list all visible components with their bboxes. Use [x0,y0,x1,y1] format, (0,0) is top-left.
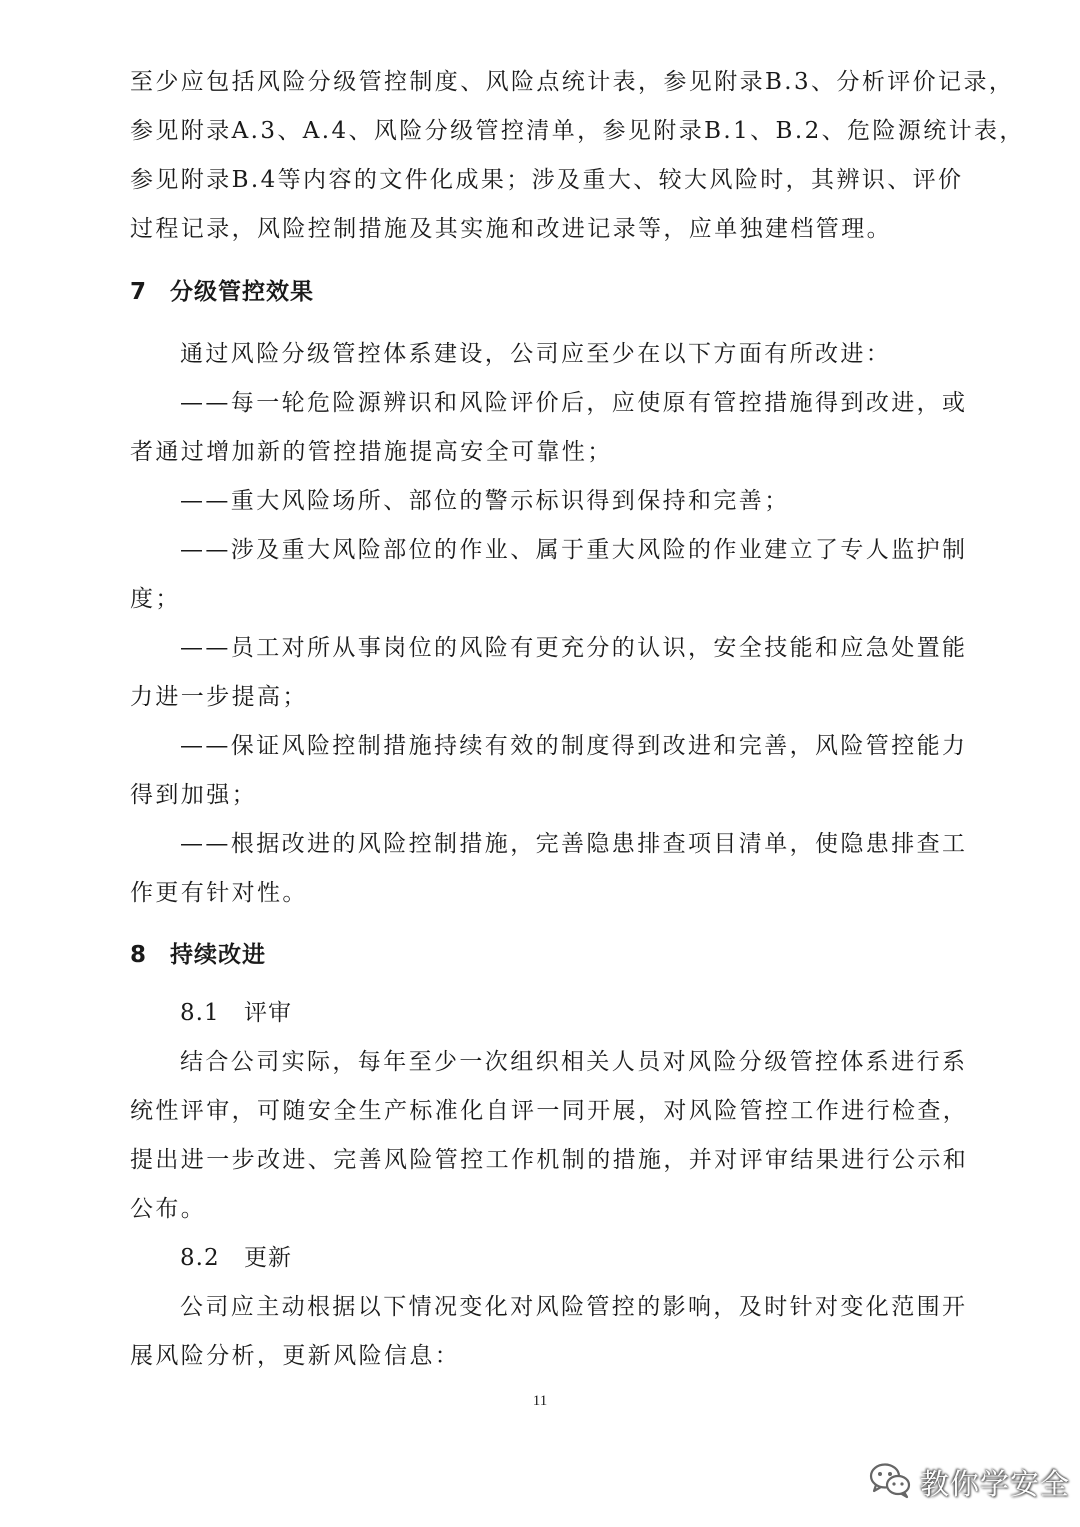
watermark [868,1462,1070,1502]
wechat-icon [868,1460,912,1504]
text-line: 结合公司实际，每年至少一次组织相关人员对风险分级管控体系进行系 [180,1049,968,1075]
section-number: 7 [130,279,148,305]
text-line: 展风险分析，更新风险信息： [130,1343,461,1369]
subsection-heading-8-1 [180,998,975,1028]
list-item: ——员工对所从事岗位的风险有更充分的认识，安全技能和应急处置能 [180,635,968,661]
text-line: 度； [130,586,181,612]
text-line: 作更有针对性。 [130,880,308,906]
list-item: ——保证风险控制措施持续有效的制度得到改进和完善，风险管控能力 [180,733,968,759]
text-line: 参见附录B.4等内容的文件化成果；涉及重大、较大风险时，其辨识、评价 [130,167,964,193]
subsection-heading-8-2 [180,1243,975,1273]
list-item: ——重大风险场所、部位的警示标识得到保持和完善； [180,488,790,514]
text-line: 过程记录，风险控制措施及其实施和改进记录等，应单独建档管理。 [130,216,892,242]
text-line: 者通过增加新的管控措施提高安全可靠性； [130,439,613,465]
text-line: 公司应主动根据以下情况变化对风险管控的影响，及时针对变化范围开 [180,1294,968,1320]
text-line: 公布。 [130,1196,207,1222]
text-line: 统性评审，可随安全生产标准化自评一同开展，对风险管控工作进行检查， [130,1098,969,1124]
section-number: 8 [130,942,148,968]
section-title: 分级管控效果 [170,279,314,305]
watermark-text: 教你学安全 [920,1466,1071,1501]
text-line: 提出进一步改进、完善风险管控工作机制的措施，并对评审结果进行公示和 [130,1147,969,1173]
subsection-number: 8.1 [180,1000,220,1026]
text-line: 得到加强； [130,782,257,808]
section-title: 持续改进 [170,942,266,968]
subsection-title: 更新 [244,1245,292,1271]
list-item: ——每一轮危险源辨识和风险评价后，应使原有管控措施得到改进，或 [180,390,968,416]
section-heading-8 [130,940,975,970]
list-item: ——涉及重大风险部位的作业、属于重大风险的作业建立了专人监护制 [180,537,968,563]
page-number: 11 [532,1393,548,1409]
section-heading-7 [130,277,975,307]
list-item: ——根据改进的风险控制措施，完善隐患排查项目清单，使隐患排查工 [180,831,968,857]
text-line: 至少应包括风险分级管控制度、风险点统计表，参见附录B.3、分析评价记录， [130,69,1015,95]
subsection-title: 评审 [244,1000,292,1026]
text-line: 力进一步提高； [130,684,308,710]
subsection-number: 8.2 [180,1245,220,1271]
text-line: 通过风险分级管控体系建设，公司应至少在以下方面有所改进： [180,341,892,367]
text-line: 参见附录A.3、A.4、风险分级管控清单，参见附录B.1、B.2、危险源统计表， [130,118,1025,144]
